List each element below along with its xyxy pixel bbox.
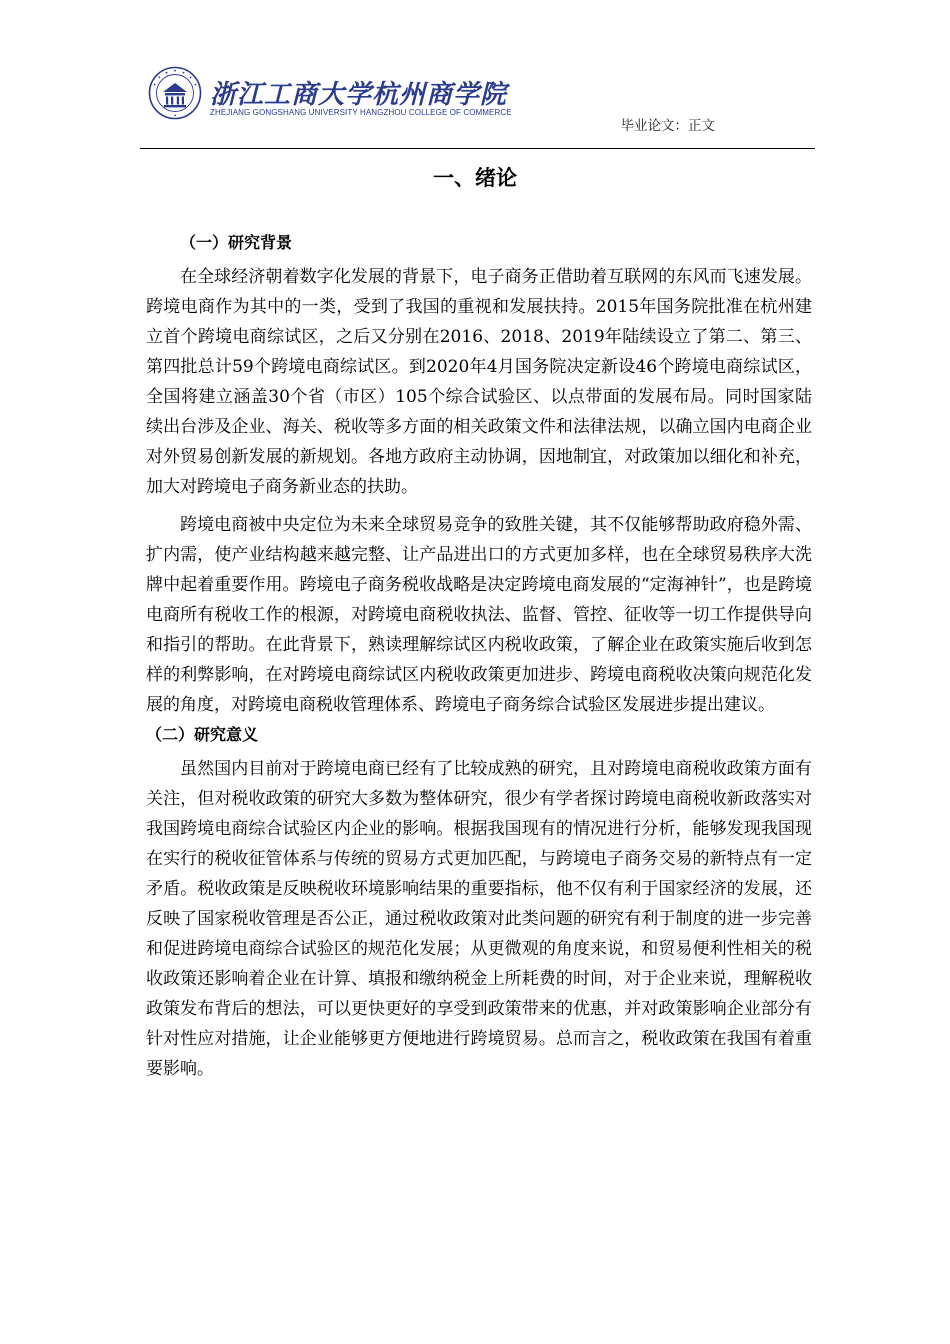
header-divider (140, 148, 815, 149)
paragraph: 虽然国内目前对于跨境电商已经有了比较成熟的研究，且对跨境电商税收政策方面有关注，但对税收政策的研究大多数为整体研究，很少有学者探讨跨境电商税收新政落实对我国跨境电商综合试验区内企业的影响。根据我国现有的情况进行分析，能够发现我国现在实行的税收征管体系与传统的贸易方式更加匹配，与跨境电子商务交易的新特点有一定矛盾。税收政策是反映税收环境影响结果的重要指标，他不仅有利于国家经济的发展，还反映了国家税收管理是否公正，通过税收政策对此类问题的研究有利于制度的进一步完善和促进跨境电商综合试验区的规范化发展；从更微观的角度来说，和贸易便利性相关的税收政策还影响着企业在计算、填报和缴纳税金上所耗费的时间，对于企业来说，理解税收政策发布背后的想法，可以更快更好的享受到政策带来的优惠，并对政策影响企业部分有针对性应对措施，让企业能够更方便地进行跨境贸易。总而言之，税收政策在我国有着重要影响。 (146, 759, 812, 1079)
school-name-en: ZHEJIANG GONGSHANG UNIVERSITY HANGZHOU COLLEGE OF COMMERCE (210, 108, 512, 117)
university-seal-icon (148, 66, 202, 120)
chapter-title: 一、绪论 (433, 166, 517, 190)
paragraph: 在全球经济朝着数字化发展的背景下，电子商务正借助着互联网的东风而飞速发展。跨境电商作为其中的一类，受到了我国的重视和发展扶持。2015年国务院批准在杭州建立首个跨境电商综试区，之后又分别在2016、2018、2019年陆续设立了第二、第三、第四批总计59个跨境电商综试区。到2020年4月国务院决定新设46个跨境电商综试区，全国将建立涵盖30个省（市区）105个综合试验区、以点带面的发展布局。同时国家陆续出台涉及企业、海关、税收等多方面的相关政策文件和法律法规，以确立国内电商企业对外贸易创新发展的新规划。各地方政府主动协调，因地制宜，对政策加以细化和补充，加大对跨境电子商务新业态的扶助。 (146, 267, 812, 497)
section-heading-significance: （二）研究意义 (146, 725, 259, 744)
section-heading-background: （一）研究背景 (180, 233, 293, 252)
body-text (146, 228, 812, 1084)
page-header (140, 66, 815, 150)
document-type-label: 毕业论文：正文 (620, 118, 715, 134)
university-logo (140, 66, 512, 126)
school-name-cn: 浙江工商大学杭州商学院 (210, 80, 508, 110)
paragraph: 跨境电商被中央定位为未来全球贸易竞争的致胜关键，其不仅能够帮助政府稳外需、扩内需，使产业结构越来越完整、让产品进出口的方式更加多样，也在全球贸易秩序大洗牌中起着重要作用。跨境电子商务税收战略是决定跨境电商发展的“定海神针”，也是跨境电商所有税收工作的根源，对跨境电商税收执法、监督、管控、征收等一切工作提供导向和指引的帮助。在此背景下，熟读理解综试区内税收政策，了解企业在政策实施后收到怎样的利弊影响，在对跨境电商综试区内税收政策更加进步、跨境电商税收决策向规范化发展的角度，对跨境电商税收管理体系、跨境电子商务综合试验区发展进步提出建议。 (146, 515, 812, 715)
